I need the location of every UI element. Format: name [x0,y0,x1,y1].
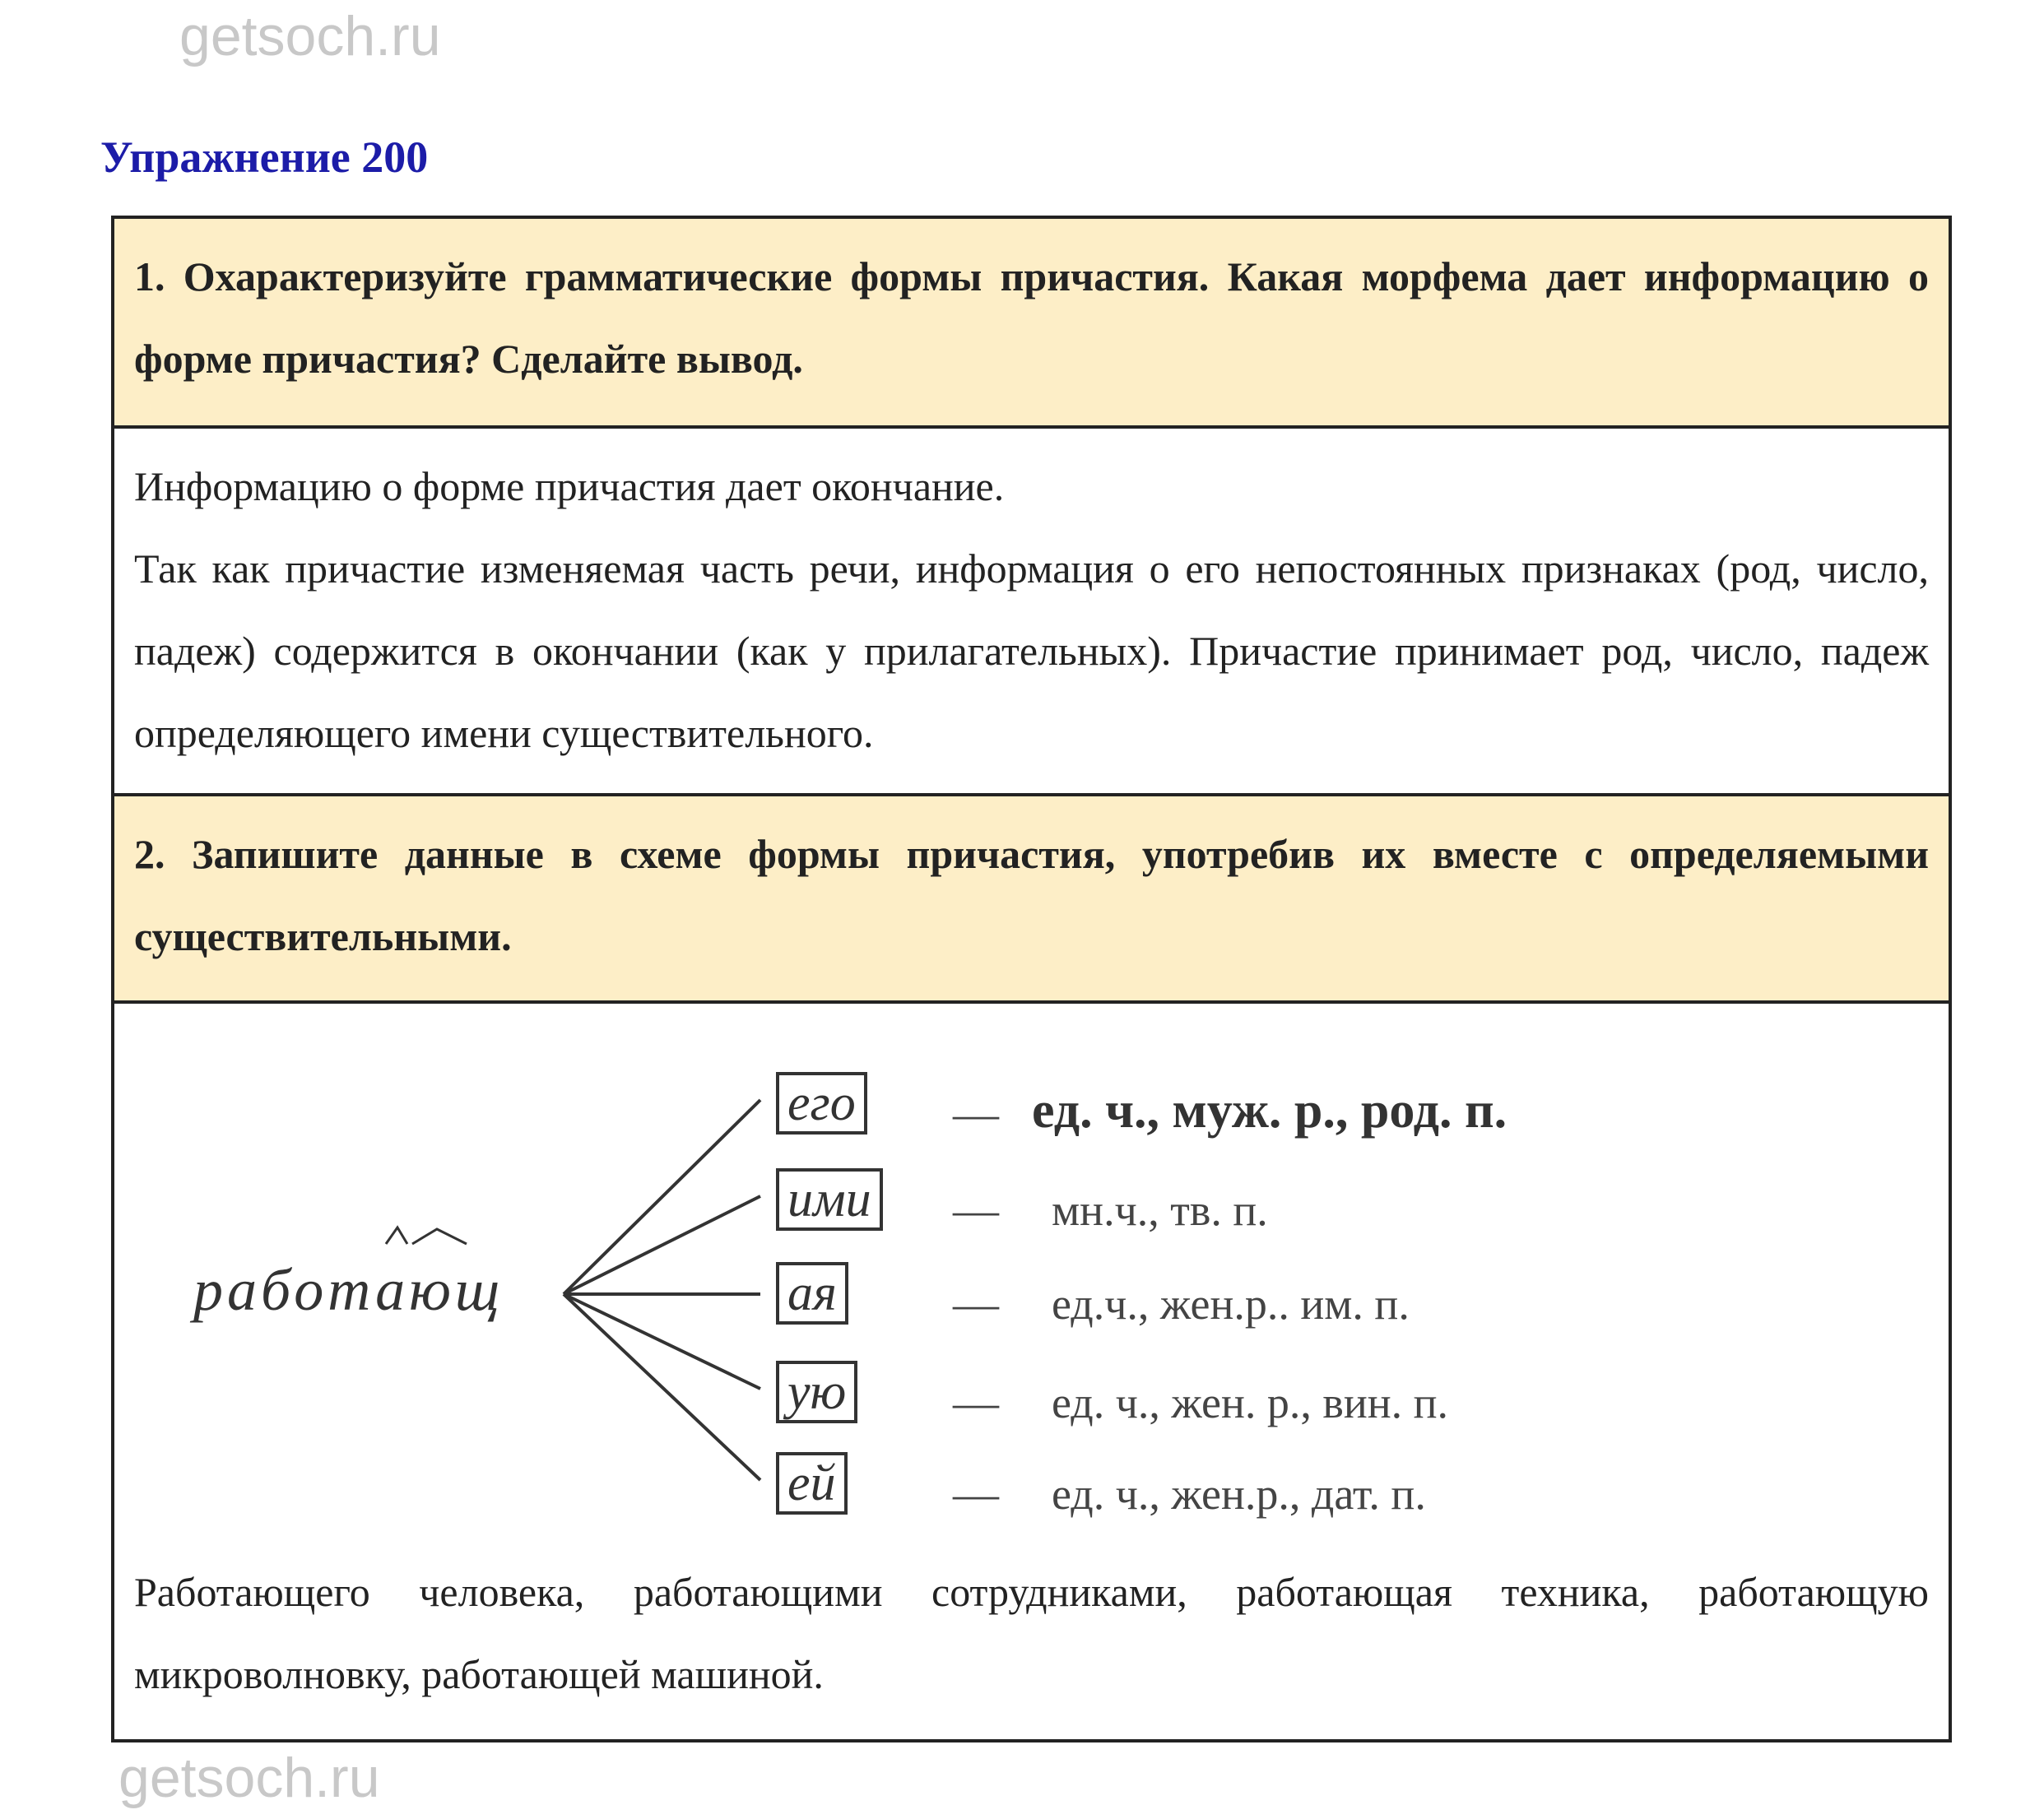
ending-box: его [776,1072,867,1135]
ending-box: ими [776,1168,883,1231]
question-2-text: 2. Запишите данные в схеме формы причастия, употребив их вместе с определяемыми существительными. [134,831,1929,959]
ending-box: ую [776,1361,857,1423]
page-title: Упражнение 200 [100,132,429,182]
question-1 [114,219,1949,425]
dash: — [953,1377,999,1428]
dash: — [953,1088,999,1139]
exercise-table [111,216,1952,1742]
participle-scheme [114,1004,1955,1530]
dash: — [953,1469,999,1520]
question-1-text: 1. Охарактеризуйте грамматические формы причастия. Какая морфема дает информацию о форме причастия? Сделайте вывод. [134,253,1929,382]
ending-label: мн.ч., тв. п. [1052,1186,1268,1235]
question-2 [114,793,1949,1000]
answer-1-paragraph: Так как причастие изменяемая часть речи, информация о его непостоянных признаках (род, число, падеж) содержится в окончании (как у прилагательных). Причастие принимает род, число, падеж определяющего имени существительного. [134,545,1929,756]
ending-box: ей [776,1452,848,1515]
answer-1-line: Информацию о форме причастия дает окончание. [134,463,1005,509]
ending-label: ед. ч., жен.р., дат. п. [1052,1469,1426,1519]
answer-2-text: Работающего человека, работающими сотрудниками, работающая техника, работающую микроволновку, работающей машиной. [134,1569,1929,1697]
scheme-root: работающ [193,1257,504,1323]
ending-label: ед. ч., муж. р., род. п. [1032,1083,1507,1139]
dash: — [953,1185,999,1236]
watermark: getsoch.ru [118,1747,380,1809]
watermark: getsoch.ru [179,5,441,67]
dash: — [953,1278,999,1329]
ending-label: ед.ч., жен.р.. им. п. [1052,1279,1410,1329]
ending-box: ая [776,1262,848,1325]
answer-1 [114,425,1949,793]
ending-label: ед. ч., жен. р., вин. п. [1052,1378,1449,1427]
answer-2 [114,1000,1949,1739]
